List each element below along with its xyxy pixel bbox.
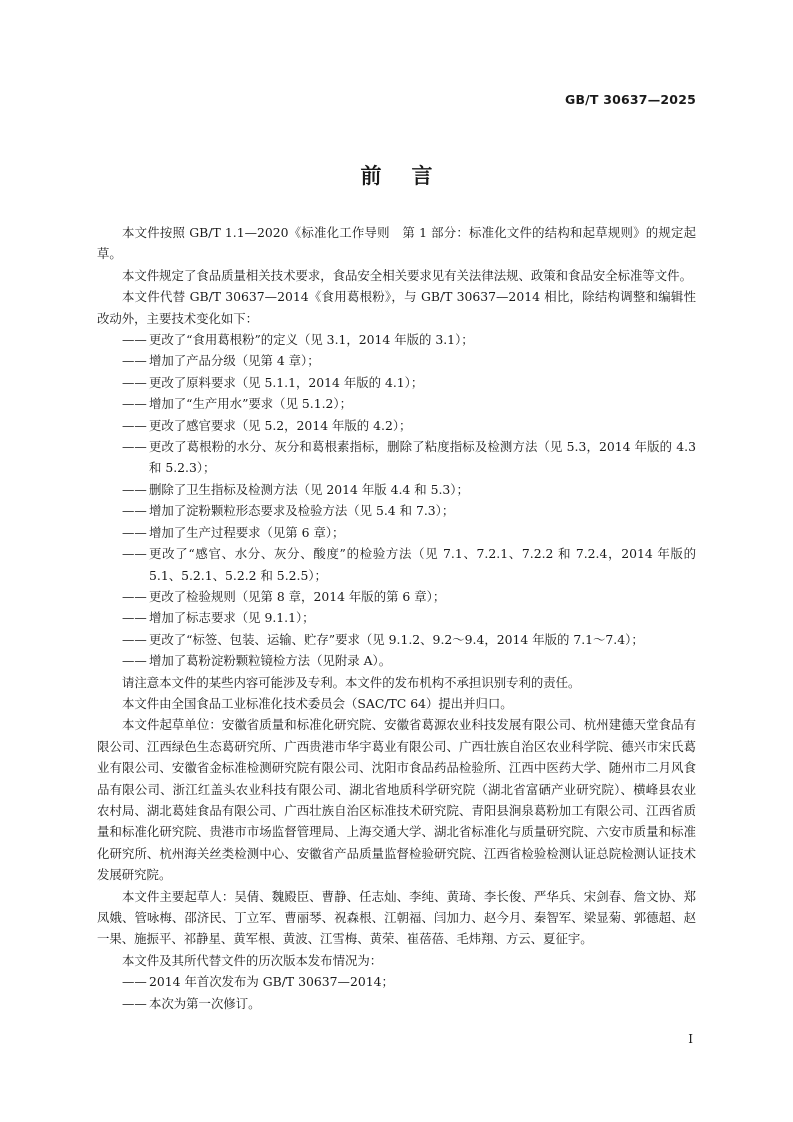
change-item	[97, 629, 696, 650]
change-item-text: 更改了检验规则（见第 8 章，2014 年版的第 6 章）；	[149, 588, 446, 604]
dash-mark: ——	[122, 524, 147, 540]
change-item	[97, 393, 696, 414]
change-item	[97, 350, 696, 371]
paragraph-replaces: 本文件代替 GB/T 30637—2014《食用葛根粉》，与 GB/T 30637—2014 相比，除结构调整和编辑性改动外，主要技术变化如下：	[97, 289, 696, 326]
dash-mark: ——	[122, 481, 147, 497]
change-item	[97, 372, 696, 393]
change-item	[97, 543, 696, 586]
paragraph-drafting-units: 本文件起草单位：安徽省质量和标准化研究院、安徽省葛源农业科技发展有限公司、杭州建德天堂食品有限公司、江西绿色生态葛研究所、广西贵港市华宇葛业有限公司、广西壮族自治区农业科学院、德兴市宋氏葛业有限公司、安徽省金标准检测研究院有限公司、沈阳市食品药品检验所、江西中医药大学、随州市二月风食品有限公司、浙江红盖头农业科技有限公司、湖北省地质科学研究院（湖北省富硒产业研究院）、横峰县农业农村局、湖北葛娃食品有限公司、广西壮族自治区标准技术研究院、青阳县涧泉葛粉加工有限公司、江西省质量和标准化研究院、贵港市市场监督管理局、上海交通大学、湖北省标准化与质量研究院、六安市质量和标准化研究所、杭州海关丝类检测中心、安徽省产品质量监督检验研究院、江西省检验检测认证总院检测认证技术发展研究院。	[97, 717, 696, 883]
dash-mark: ——	[122, 588, 147, 604]
paragraph-history-intro: 本文件及其所代替文件的历次版本发布情况为：	[122, 952, 383, 968]
dash-mark: ——	[122, 353, 147, 369]
change-item	[97, 607, 696, 628]
paragraph-scope-note: 本文件规定了食品质量相关技术要求，食品安全相关要求见有关法律法规、政策和食品安全标准等文件。	[122, 267, 692, 283]
dash-mark: ——	[122, 503, 147, 519]
change-item-text: 增加了产品分级（见第 4 章）；	[149, 353, 320, 369]
change-item-text: 增加了“生产用水”要求（见 5.1.2）；	[149, 396, 353, 412]
history-item	[97, 971, 696, 992]
change-item-text: 增加了生产过程要求（见第 6 章）；	[149, 524, 345, 540]
change-item	[97, 500, 696, 521]
change-item-text: 更改了“感官、水分、灰分、酸度”的检验方法（见 7.1、7.2.1、7.2.2 和 7.2.4，2014 年版的 5.1、5.2.1、5.2.2 和 5.2.5）；	[149, 546, 696, 583]
dash-mark: ——	[122, 610, 147, 626]
page-title: 前言	[360, 164, 463, 188]
foreword-body	[97, 222, 696, 1014]
change-item-text: 增加了葛粉淀粉颗粒镜检方法（见附录 A）。	[149, 653, 392, 669]
change-item-text: 更改了“标签、包装、运输、贮存”要求（见 9.1.2、9.2～9.4，2014 年版的 7.1～7.4）；	[149, 631, 644, 647]
dash-mark: ——	[122, 995, 147, 1011]
change-item	[97, 479, 696, 500]
change-item-text: 更改了原料要求（见 5.1.1，2014 年版的 4.1）；	[149, 374, 424, 390]
standard-code: GB/T 30637—2025	[564, 92, 696, 107]
paragraph-drafters: 本文件主要起草人：吴倩、魏殿臣、曹静、任志灿、李纯、黄琦、李长俊、严华兵、宋剑春、詹文协、郑凤娥、管咏梅、邵济民、丁立军、曹丽琴、祝森根、江朝福、闫加力、赵今月、秦智军、梁显菊、郭德超、赵一果、施振平、祁静星、黄军根、黄波、江雪梅、黄荣、崔蓓蓓、毛炜翔、方云、夏征宇。	[97, 888, 696, 947]
change-item	[97, 522, 696, 543]
paragraph-proposer: 本文件由全国食品工业标准化技术委员会（SAC/TC 64）提出并归口。	[122, 695, 513, 711]
change-item	[97, 329, 696, 350]
paragraph-drafting-rules: 本文件按照 GB/T 1.1—2020《标准化工作导则 第 1 部分：标准化文件的结构和起草规则》的规定起草。	[97, 225, 696, 262]
dash-mark: ——	[122, 417, 147, 433]
change-item	[97, 586, 696, 607]
page-number: I	[688, 1032, 693, 1046]
dash-mark: ——	[122, 631, 147, 647]
change-item-text: 更改了感官要求（见 5.2，2014 年版的 4.2）；	[149, 417, 412, 433]
history-item	[97, 993, 696, 1014]
dash-mark: ——	[122, 396, 147, 412]
change-item	[97, 650, 696, 671]
paragraph-patent-notice: 请注意本文件的某些内容可能涉及专利。本文件的发布机构不承担识别专利的责任。	[122, 674, 581, 690]
change-item-text: 增加了标志要求（见 9.1.1）；	[149, 610, 315, 626]
dash-mark: ——	[122, 546, 147, 562]
history-item-text: 2014 年首次发布为 GB/T 30637—2014；	[149, 974, 394, 990]
dash-mark: ——	[122, 974, 147, 990]
change-item-text: 删除了卫生指标及检测方法（见 2014 年版 4.4 和 5.3）；	[149, 481, 469, 497]
change-item-text: 更改了“食用葛根粉”的定义（见 3.1，2014 年版的 3.1）；	[149, 332, 474, 348]
dash-mark: ——	[122, 439, 147, 455]
change-item-text: 增加了淀粉颗粒形态要求及检验方法（见 5.4 和 7.3）；	[149, 503, 455, 519]
dash-mark: ——	[122, 374, 147, 390]
history-item-text: 本次为第一次修订。	[149, 995, 261, 1011]
change-item-text: 更改了葛根粉的水分、灰分和葛根素指标，删除了粘度指标及检测方法（见 5.3，2014 年版的 4.3 和 5.2.3）；	[149, 439, 696, 476]
change-item	[97, 415, 696, 436]
change-item	[97, 436, 696, 479]
dash-mark: ——	[122, 653, 147, 669]
dash-mark: ——	[122, 332, 147, 348]
